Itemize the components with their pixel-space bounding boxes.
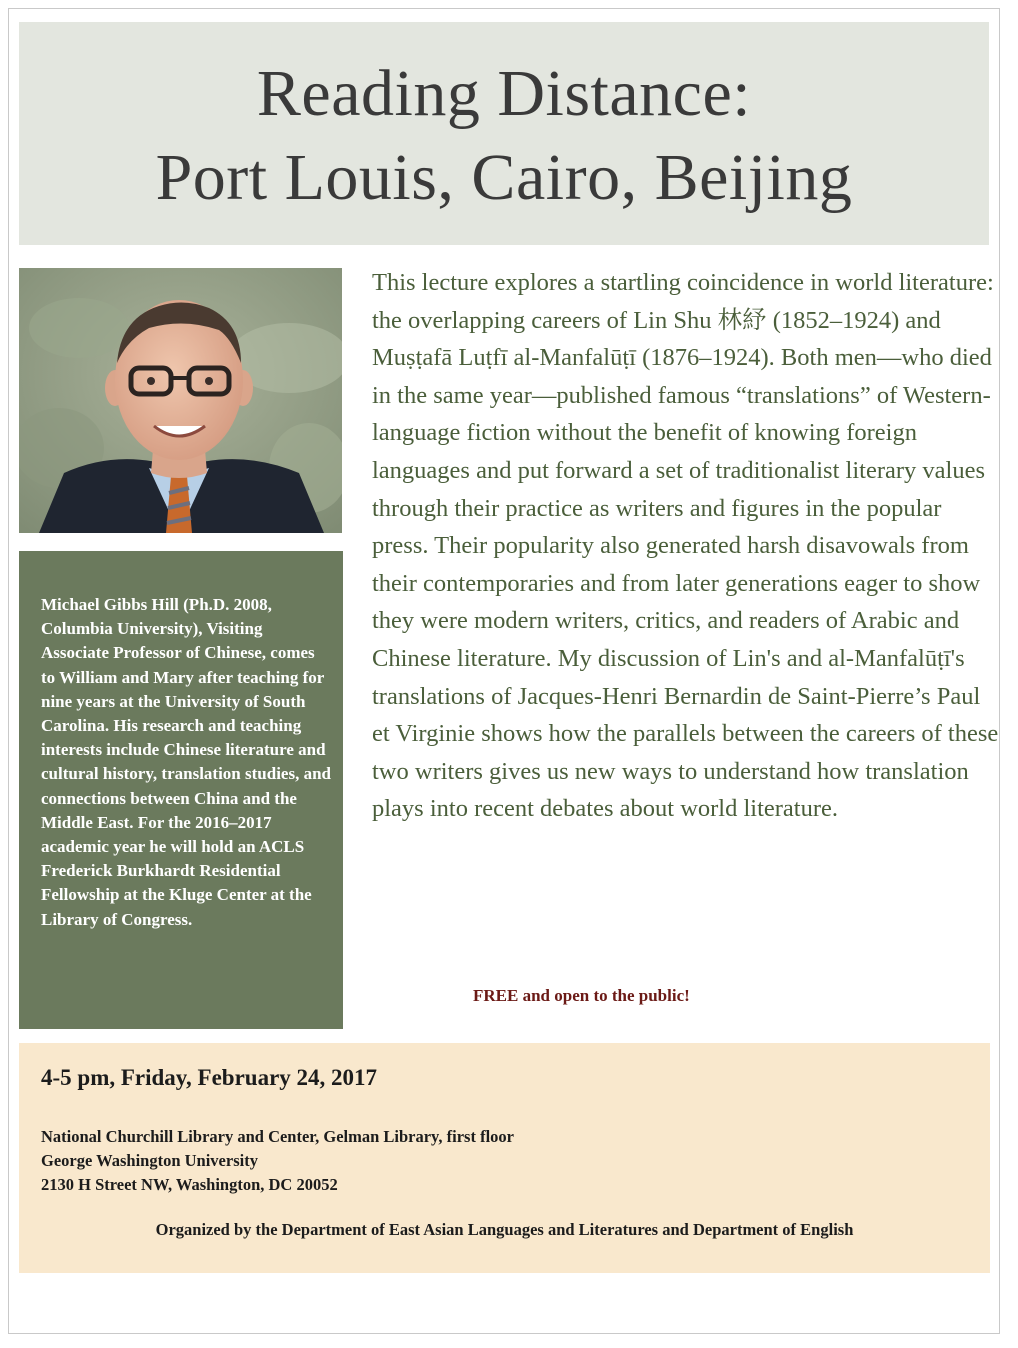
venue-line-2: George Washington University xyxy=(41,1151,258,1170)
event-time: 4-5 pm, Friday, February 24, 2017 xyxy=(41,1065,378,1090)
title-banner xyxy=(19,22,989,245)
event-venue xyxy=(41,1125,514,1197)
venue-line-3: 2130 H Street NW, Washington, DC 20052 xyxy=(41,1175,338,1194)
event-details xyxy=(19,1043,990,1273)
speaker-bio: Michael Gibbs Hill (Ph.D. 2008, Columbia University), Visiting Associate Professor of Chinese, comes to William and Mary after teaching for nine years at the University of South Carolina. His research and teaching interests include Chinese literature and cultural history, translation studies, and connections between China and the Middle East. For the 2016–2017 academic year he will hold an ACLS Frederick Burkhardt Residential Fellowship at the Kluge Center at the Library of Congress. xyxy=(19,551,343,1029)
title-line-2: Port Louis, Cairo, Beijing xyxy=(155,141,853,214)
admission-note: FREE and open to the public! xyxy=(473,986,690,1005)
lecture-abstract: This lecture explores a startling coincidence in world literature: the overlapping careers of Lin Shu 林紓 (1852–1924) and Muṣṭafā Luṭfī al-Manfalūṭī (1876–1924). Both men—who died in the same year—published famous “translations” of Western-language fiction without the benefit of knowing foreign languages and put forward a set of traditionalist literary values through their practice as writers and figures in the popular press. Their popularity also generated harsh disavowals from their contemporaries and from later generations eager to show they were modern writers, critics, and readers of Arabic and Chinese literature. My discussion of Lin's and al-Manfalūṭī's translations of Jacques-Henri Bernardin de Saint-Pierre’s Paul et Virginie shows how the parallels between the careers of these two writers gives us new ways to understand how translation plays into recent debates about world literature. xyxy=(372,269,999,823)
venue-line-1: National Churchill Library and Center, Gelman Library, first floor xyxy=(41,1127,514,1146)
portrait-image xyxy=(19,268,342,533)
title-line-1: Reading Distance: xyxy=(256,57,752,130)
speaker-photo xyxy=(19,268,342,533)
organizer-note: Organized by the Department of East Asian Languages and Literatures and Department of English xyxy=(155,1220,854,1239)
